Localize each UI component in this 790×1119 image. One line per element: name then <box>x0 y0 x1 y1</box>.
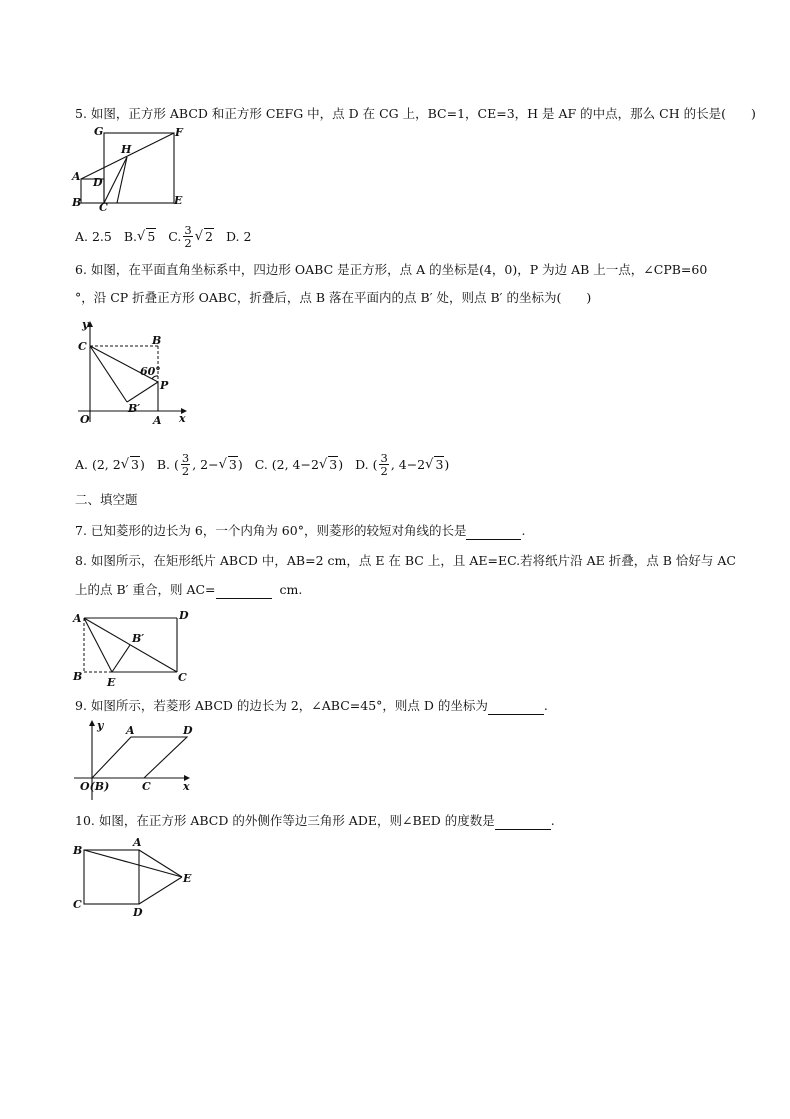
q5-text: 5. 如图，正方形 ABCD 和正方形 CEFG 中，点 D 在 CG 上，BC=1，CE=3，H 是 AF 的中点，那么 CH 的长是( ) <box>75 106 756 121</box>
q5-label-h: H <box>121 143 132 156</box>
q10-label-d: D <box>133 906 143 919</box>
section-heading-fill-in: 二、填空题 <box>75 492 138 507</box>
q6-text-line1: 6. 如图，在平面直角坐标系中，四边形 OABC 是正方形，点 A 的坐标是(4，0)，P 为边 AB 上一点，∠CPB=60 <box>75 262 708 277</box>
q5-label-f: F <box>175 126 183 139</box>
q9-text: 9. 如图所示，若菱形 ABCD 的边长为 2，∠ABC=45°，则点 D 的坐标为 . <box>75 698 548 713</box>
q8-label-e: E <box>107 676 116 689</box>
q6-text-line2: °，沿 CP 折叠正方形 OABC，折叠后，点 B 落在平面内的点 B′ 处，则点 B′ 的坐标为( ) <box>75 290 592 305</box>
q5-options <box>75 224 251 249</box>
q8-label-a: A <box>73 612 82 625</box>
q8-label-b: B <box>73 670 83 683</box>
q6-label-c: C <box>78 340 87 353</box>
q6-label-angle: 60° <box>140 365 161 378</box>
q6-label-p: P <box>160 379 169 392</box>
q5-label-e: E <box>174 194 183 207</box>
q9-answer-blank <box>488 698 544 715</box>
q8-answer-blank <box>216 582 272 599</box>
q9-label-ob: O(B) <box>80 780 110 793</box>
q8-figure <box>70 606 200 688</box>
q10-label-e: E <box>183 872 192 885</box>
q5-option-b: B. √ 5 <box>123 228 156 244</box>
q6-label-y: y <box>82 318 89 331</box>
q5-label-b: B <box>72 196 82 209</box>
q9-label-y: y <box>97 719 104 732</box>
q9-figure <box>70 718 195 802</box>
q8-label-bprime: B′ <box>132 632 145 645</box>
q6-label-b: B <box>152 334 162 347</box>
q6-label-a: A <box>153 414 162 427</box>
q5-option-d: D. 2 <box>225 228 252 244</box>
q10-figure <box>70 836 200 918</box>
q5-label-a: A <box>72 170 81 183</box>
q5-figure <box>72 124 192 214</box>
q6-option-d: D. ( $\frac{3}{2}$ , 4−2 √ 3 ) <box>355 451 450 478</box>
q6-label-o: O <box>80 413 90 426</box>
q5-label-c: C <box>99 201 108 214</box>
q6-label-x: x <box>179 412 186 425</box>
q8-text-line2: 上的点 B′ 重合，则 AC= cm. <box>75 582 303 597</box>
q10-label-c: C <box>73 898 82 911</box>
q10-answer-blank <box>495 813 551 830</box>
q8-text-line1: 8. 如图所示，在矩形纸片 ABCD 中，AB=2 cm，点 E 在 BC 上，且 AE=EC.若将纸片沿 AE 折叠，点 B 恰好与 AC <box>75 553 736 568</box>
q8-label-c: C <box>178 671 187 684</box>
q6-option-c: C. (2, 4−2 √ 3 ) <box>254 456 344 472</box>
q9-label-x: x <box>183 780 190 793</box>
q6-option-b: B. ( $\frac{3}{2}$ , 2− √ 3 ) <box>156 451 243 478</box>
q6-option-a: A. (2, 2 √ 3 ) <box>75 456 145 472</box>
q5-option-a: A. 2.5 <box>75 228 112 244</box>
q9-label-a: A <box>126 724 135 737</box>
q6-options <box>75 452 449 477</box>
q9-label-c: C <box>142 780 151 793</box>
q7-answer-blank <box>466 523 521 540</box>
q10-text: 10. 如图，在正方形 ABCD 的外侧作等边三角形 ADE，则∠BED 的度数是 . <box>75 813 555 828</box>
q5-label-g: G <box>94 125 104 138</box>
q9-label-d: D <box>183 724 193 737</box>
q10-label-b: B <box>73 844 83 857</box>
q10-label-a: A <box>133 836 142 849</box>
q6-figure <box>70 318 195 430</box>
q6-label-bprime: B′ <box>128 402 141 415</box>
q8-label-d: D <box>179 609 189 622</box>
q5-option-c: C. $\frac{3}{2}$ √ 2 <box>168 223 213 250</box>
q5-label-d: D <box>93 176 103 189</box>
q7-text: 7. 已知菱形的边长为 6，一个内角为 60°，则菱形的较短对角线的长是 . <box>75 523 526 538</box>
